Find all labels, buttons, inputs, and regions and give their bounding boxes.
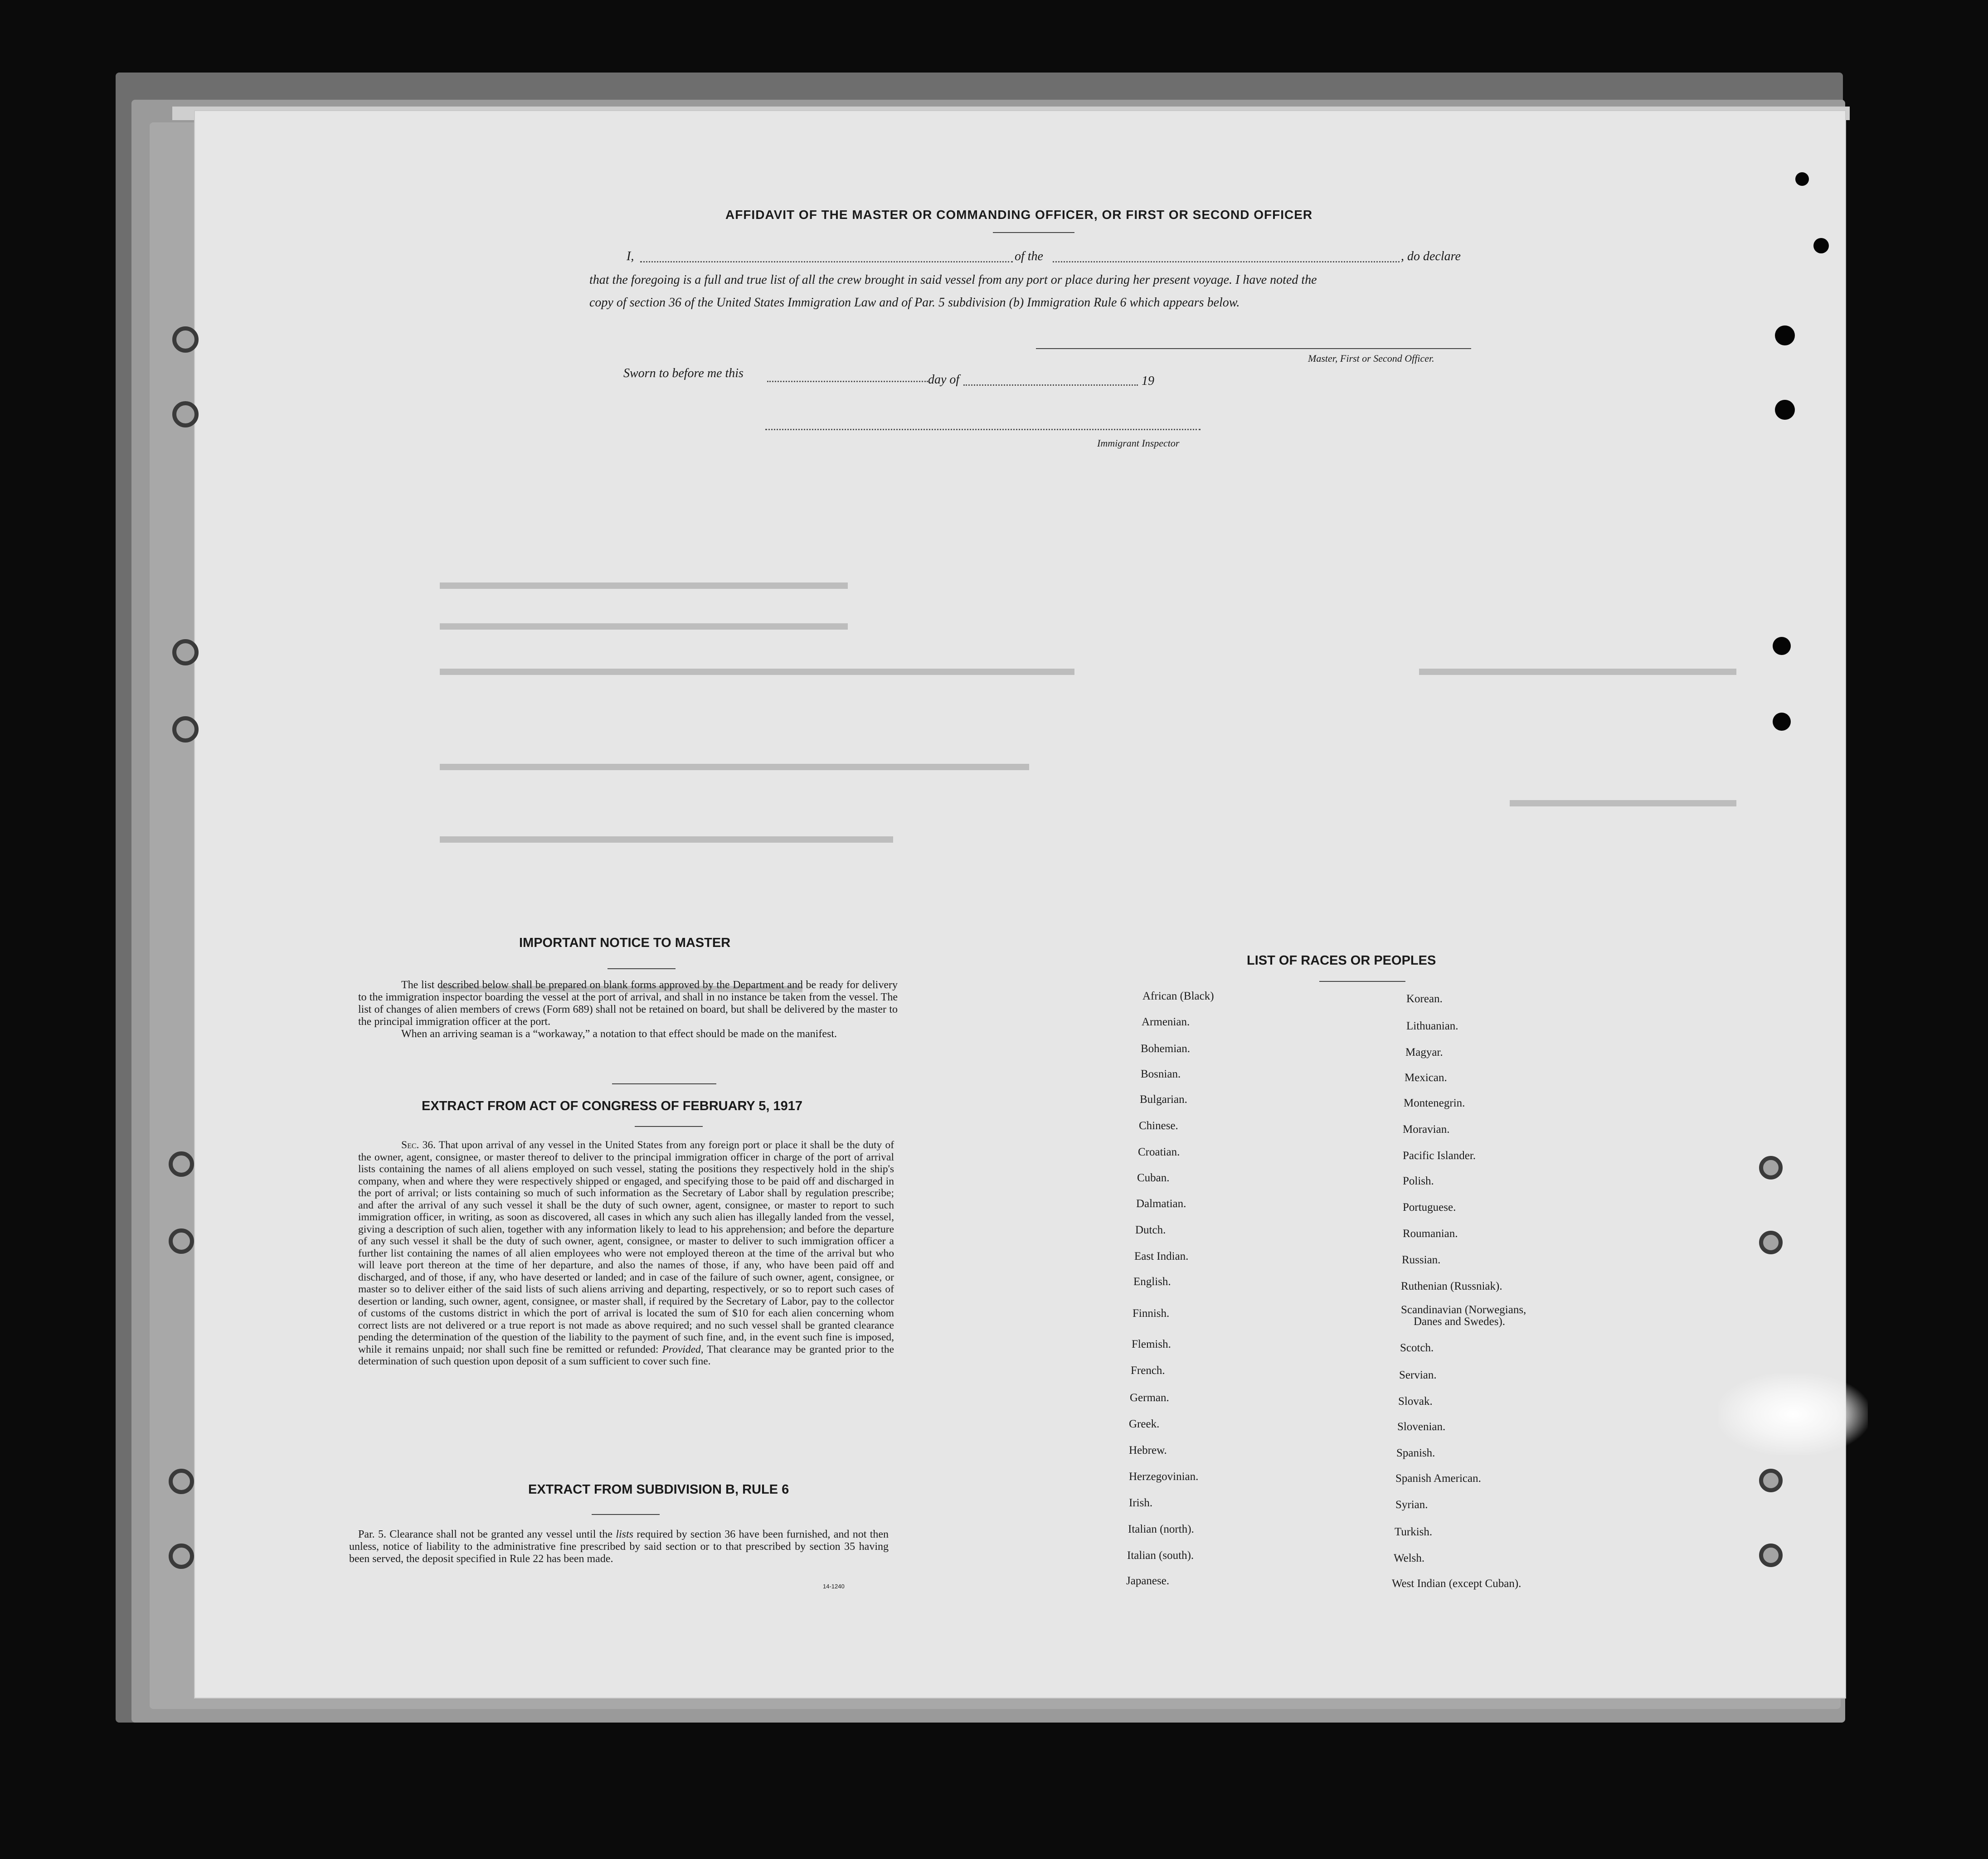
punch-hole xyxy=(169,1469,194,1494)
race-left-item: Herzegovinian. xyxy=(1129,1471,1199,1483)
race-right-item: Scandinavian (Norwegians, xyxy=(1401,1304,1526,1316)
race-right-item: Roumanian. xyxy=(1403,1228,1458,1240)
race-left-item: Hebrew. xyxy=(1129,1444,1167,1456)
notice-body xyxy=(358,979,898,1040)
race-right-item: Turkish. xyxy=(1395,1526,1433,1538)
race-right-item: Pacific Islander. xyxy=(1403,1150,1476,1162)
race-right-item: Mexican. xyxy=(1405,1072,1447,1084)
affidavit-line2: that the foregoing is a full and true list of all the crew brought in said vessel from any port or place during her present voyage. I have noted the xyxy=(589,273,1317,287)
race-right-item: Ruthenian (Russniak). xyxy=(1401,1280,1502,1292)
divider xyxy=(635,1126,703,1127)
race-right-item: Slovenian. xyxy=(1397,1421,1446,1433)
rule-text-b: required by section 36 have been furnished, and not then unless, notice of liability to the administrative fine prescribed by said section or to that prescribed by section 35 having been served, the deposit specified in Rule 22 has been made. xyxy=(349,1529,889,1565)
day-of-label: day of xyxy=(928,373,960,387)
race-left-item: Irish. xyxy=(1129,1497,1153,1509)
race-left-item: Italian (south). xyxy=(1127,1549,1194,1562)
section-label: Sec. 36. xyxy=(401,1139,436,1151)
vessel-blank[interactable] xyxy=(1053,261,1400,262)
master-signature-label: Master, First or Second Officer. xyxy=(1308,353,1434,364)
sworn-day-blank[interactable] xyxy=(767,381,928,382)
name-blank[interactable] xyxy=(640,261,1013,262)
act-heading: EXTRACT FROM ACT OF CONGRESS OF FEBRUARY 5, 1917 xyxy=(422,1099,803,1113)
race-right-item: West Indian (except Cuban). xyxy=(1392,1577,1521,1590)
punch-hole xyxy=(1759,1469,1783,1492)
race-right-item: Slovak. xyxy=(1398,1395,1433,1408)
form-number: 14-1240 xyxy=(823,1583,845,1590)
race-left-item: English. xyxy=(1133,1276,1171,1288)
punch-hole xyxy=(169,1151,194,1177)
races-heading: LIST OF RACES OR PEOPLES xyxy=(1247,953,1436,968)
affidavit-line3: copy of section 36 of the United States Immigration Law and of Par. 5 subdivision (b) Immigration Rule 6 which appears below. xyxy=(589,296,1240,310)
sworn-month-blank[interactable] xyxy=(963,384,1138,386)
race-right-item: Spanish American. xyxy=(1395,1472,1481,1485)
race-right-item: Servian. xyxy=(1399,1369,1437,1381)
punch-hole xyxy=(172,326,199,353)
race-right-item: Magyar. xyxy=(1405,1046,1443,1058)
punch-hole xyxy=(1775,325,1795,345)
year-label: 19 xyxy=(1142,374,1154,388)
inspector-label: Immigrant Inspector xyxy=(1097,437,1180,449)
race-left-item: Flemish. xyxy=(1132,1338,1171,1350)
divider xyxy=(993,232,1074,233)
divider xyxy=(612,1083,716,1084)
section-text-end: That clearance may be granted prior to the determination of such question upon deposit of a sum sufficient to cover such fine. xyxy=(358,1343,894,1367)
race-right-item: Montenegrin. xyxy=(1404,1097,1465,1109)
race-left-item: Bulgarian. xyxy=(1140,1093,1187,1106)
race-left-item: Bohemian. xyxy=(1141,1043,1191,1055)
divider xyxy=(592,1514,660,1515)
section-text: That upon arrival of any vessel in the United States from any foreign port or place it shall be the duty of the owner, agent, consignee, or master thereof to deliver to the principal immigration officer in charge of the port of arrival lists containing the names of all aliens employed on such vessel, stating the positions they respectively hold in the ship's company, when and where they were respectively shipped or engaged, and specifying those to be paid off and discharged in the port of arrival; or lists containing so much of such information as the Secretary of Labor shall by regulation prescribe; and after the arrival of any such vessel it shall be the duty of such owner, agent, consignee, or master to report to such immigration officer, in writing, as soon as discovered, all cases in which any such alien has illegally landed from the vessel, giving a description of such alien, together with any information likely to lead to his apprehension; and before the departure of any such vessel it shall be the duty of such owner, agent, consignee, or master to deliver to such immigration officer a further list containing the names of all alien employees who were not employed thereon at the time of the arrival but who will leave port thereon at the time of her departure, and also the names of those, if any, who have been paid off and discharged, and of those, if any, who have deserted or landed; and in case of the failure of such owner, agent, consignee, or master so to deliver either of the said lists of such aliens arriving and departing, respectively, or so to report such cases of desertion or landing, such owner, agent, consignee, or master shall, if required by the Secretary of Labor, pay to the collector of customs of the customs district in which the port of arrival is located the sum of $10 for each alien concerning whom correct lists are not delivered or a true report is not made as above required; and no such vessel shall be granted clearance pending the determination of the question of the liability to the payment of such fine, and, in the event such fine is imposed, while it remains unpaid; nor shall such fine be remitted or refunded: xyxy=(358,1139,894,1355)
master-signature-line[interactable] xyxy=(1036,348,1471,349)
provided-label: Provided, xyxy=(662,1343,704,1355)
rule-body xyxy=(349,1529,889,1565)
race-left-item: French. xyxy=(1131,1364,1165,1377)
race-right-item: Scotch. xyxy=(1400,1342,1434,1354)
notice-paragraph-1: The list described below shall be prepared on blank forms approved by the Department and be ready for delivery to the immigration inspector boarding the vessel at the port of arrival, and shall in no instance be taken from the vessel. The list of changes of alien members of crews (Form 689) shall not be retained on board, but shall be delivered by the master to the principal immigration officer at the port. xyxy=(358,979,898,1028)
race-left-item: East Indian. xyxy=(1134,1250,1189,1262)
punch-hole xyxy=(169,1228,194,1254)
race-left-item: Japanese. xyxy=(1126,1575,1170,1587)
punch-hole xyxy=(1759,1231,1783,1254)
punch-hole xyxy=(1759,1156,1783,1179)
race-left-item: Dalmatian. xyxy=(1136,1198,1186,1210)
race-left-item: Finnish. xyxy=(1133,1307,1170,1320)
race-left-item: African (Black) xyxy=(1142,990,1214,1002)
race-left-item: Croatian. xyxy=(1138,1146,1180,1158)
punch-hole xyxy=(172,716,199,743)
lists-label: lists xyxy=(616,1529,634,1540)
race-right-item-continued: Danes and Swedes). xyxy=(1414,1315,1506,1328)
race-right-item: Spanish. xyxy=(1396,1447,1435,1459)
paper-stain xyxy=(1718,1374,1868,1455)
punch-hole xyxy=(1813,238,1829,253)
race-right-item: Moravian. xyxy=(1403,1123,1450,1136)
divider xyxy=(608,968,676,969)
race-left-item: Chinese. xyxy=(1139,1120,1178,1132)
inspector-signature-line[interactable] xyxy=(765,429,1201,430)
punch-hole xyxy=(1773,713,1791,731)
race-right-item: Polish. xyxy=(1403,1175,1434,1187)
affidavit-of-label: of the xyxy=(1015,249,1043,263)
punch-hole xyxy=(1773,637,1791,655)
race-left-item: Dutch. xyxy=(1135,1224,1166,1236)
race-left-item: Bosnian. xyxy=(1141,1068,1181,1080)
race-left-item: Armenian. xyxy=(1142,1016,1190,1028)
form-page xyxy=(195,111,1845,1698)
race-right-item: Portuguese. xyxy=(1403,1201,1456,1213)
race-left-item: Italian (north). xyxy=(1128,1523,1194,1535)
race-right-item: Lithuanian. xyxy=(1406,1020,1458,1032)
punch-hole xyxy=(1795,172,1809,186)
race-right-item: Syrian. xyxy=(1395,1499,1428,1511)
punch-hole xyxy=(172,401,199,427)
race-left-item: Cuban. xyxy=(1137,1172,1170,1184)
race-left-item: Greek. xyxy=(1129,1418,1160,1430)
affidavit-declare: , do declare xyxy=(1401,249,1461,263)
sworn-label: Sworn to before me this xyxy=(623,366,744,380)
divider xyxy=(1319,981,1405,982)
race-right-item: Korean. xyxy=(1406,993,1443,1005)
act-body xyxy=(358,1139,894,1368)
punch-hole xyxy=(1759,1544,1783,1567)
affidavit-title: AFFIDAVIT OF THE MASTER OR COMMANDING OFFICER, OR FIRST OR SECOND OFFICER xyxy=(725,208,1313,222)
notice-paragraph-2: When an arriving seaman is a “workaway,” a notation to that effect should be made on the manifest. xyxy=(401,1028,837,1040)
affidavit-i-label: I, xyxy=(627,249,634,263)
race-right-item: Welsh. xyxy=(1394,1552,1425,1564)
punch-hole xyxy=(1775,400,1795,420)
notice-heading: IMPORTANT NOTICE TO MASTER xyxy=(519,936,731,950)
rule-text-a: Par. 5. Clearance shall not be granted any vessel until the xyxy=(358,1529,612,1540)
race-right-item: Russian. xyxy=(1402,1254,1441,1266)
race-left-item: German. xyxy=(1130,1392,1169,1404)
punch-hole xyxy=(169,1544,194,1569)
punch-hole xyxy=(172,639,199,665)
rule-heading: EXTRACT FROM SUBDIVISION B, RULE 6 xyxy=(528,1482,789,1497)
